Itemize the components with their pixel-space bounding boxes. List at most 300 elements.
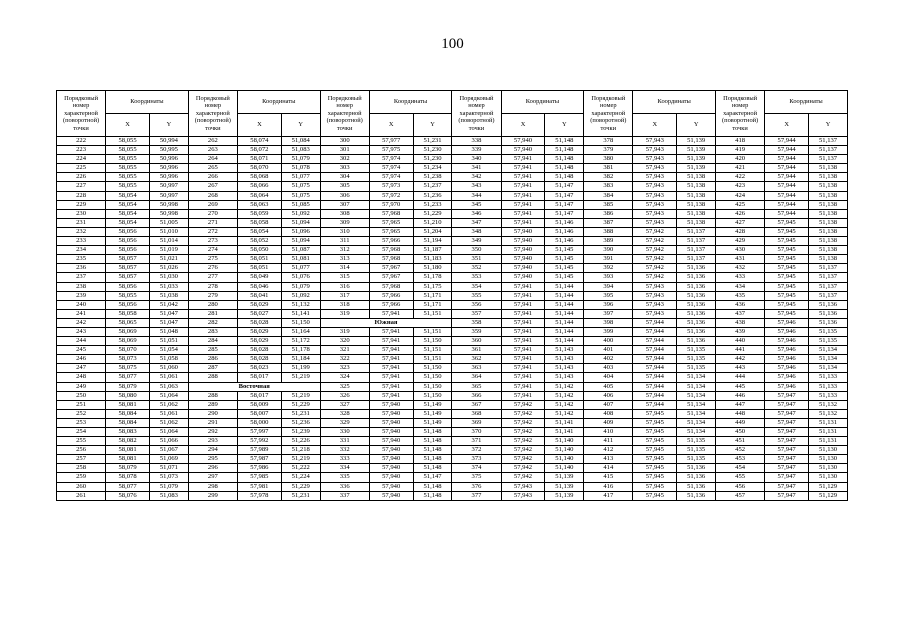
- x-coordinate-cell: 57,947: [765, 391, 809, 400]
- point-number-cell: 343: [452, 182, 501, 191]
- y-coordinate-cell: 51,138: [809, 164, 848, 173]
- table-row: [57, 164, 848, 173]
- x-coordinate-cell: 57,946: [765, 364, 809, 373]
- y-coordinate-cell: 51,148: [545, 173, 584, 182]
- point-number-cell: 318: [320, 300, 369, 309]
- x-coordinate-cell: 57,945: [633, 473, 677, 482]
- y-coordinate-cell: 51,137: [677, 255, 716, 264]
- y-coordinate-cell: 51,142: [545, 400, 584, 409]
- y-coordinate-cell: 51,134: [677, 373, 716, 382]
- x-coordinate-cell: 58,051: [237, 264, 281, 273]
- x-coordinate-cell: 57,940: [501, 146, 545, 155]
- y-coordinate-cell: 51,136: [677, 327, 716, 336]
- x-coordinate-cell: 57,940: [501, 137, 545, 146]
- y-coordinate-cell: 51,135: [677, 364, 716, 373]
- y-coordinate-cell: 51,230: [413, 155, 452, 164]
- y-coordinate-cell: 51,136: [677, 464, 716, 473]
- y-coordinate-cell: 51,210: [413, 218, 452, 227]
- y-coordinate-cell: 51,229: [281, 400, 320, 409]
- y-coordinate-cell: 51,144: [545, 282, 584, 291]
- x-coordinate-cell: 57,940: [369, 400, 413, 409]
- y-coordinate-cell: 51,133: [809, 382, 848, 391]
- header-point-number: Порядковый номер характерной (поворотной) точки: [57, 91, 106, 137]
- x-coordinate-cell: 57,966: [369, 291, 413, 300]
- point-number-cell: 311: [320, 237, 369, 246]
- y-coordinate-cell: 51,143: [545, 355, 584, 364]
- point-number-cell: 346: [452, 209, 501, 218]
- y-coordinate-cell: 51,083: [150, 491, 189, 500]
- y-coordinate-cell: 51,219: [281, 373, 320, 382]
- point-number-cell: 388: [584, 227, 633, 236]
- point-number-cell: 391: [584, 255, 633, 264]
- table-row: [57, 237, 848, 246]
- point-number-cell: 222: [57, 137, 106, 146]
- y-coordinate-cell: 51,064: [150, 391, 189, 400]
- point-number-cell: 229: [57, 200, 106, 209]
- y-coordinate-cell: 51,147: [545, 182, 584, 191]
- x-coordinate-cell: 57,944: [633, 337, 677, 346]
- x-coordinate-cell: 57,944: [765, 191, 809, 200]
- point-number-cell: 341: [452, 164, 501, 173]
- table-row: [57, 428, 848, 437]
- y-coordinate-cell: 51,138: [809, 227, 848, 236]
- x-coordinate-cell: 57,944: [633, 318, 677, 327]
- x-coordinate-cell: 58,056: [106, 246, 150, 255]
- point-number-cell: 394: [584, 282, 633, 291]
- x-coordinate-cell: 57,972: [369, 191, 413, 200]
- x-coordinate-cell: 58,028: [237, 318, 281, 327]
- y-coordinate-cell: 51,058: [150, 355, 189, 364]
- x-coordinate-cell: 57,940: [369, 446, 413, 455]
- point-number-cell: 383: [584, 182, 633, 191]
- x-coordinate-cell: 57,942: [633, 255, 677, 264]
- point-number-cell: 258: [57, 464, 106, 473]
- x-coordinate-cell: 57,947: [765, 446, 809, 455]
- header-y: Y: [545, 114, 584, 137]
- y-coordinate-cell: 51,136: [677, 264, 716, 273]
- x-coordinate-cell: 57,941: [501, 364, 545, 373]
- x-coordinate-cell: 57,941: [501, 173, 545, 182]
- x-coordinate-cell: 57,944: [765, 200, 809, 209]
- point-number-cell: 242: [57, 318, 106, 327]
- header-y: Y: [413, 114, 452, 137]
- x-coordinate-cell: 57,946: [765, 337, 809, 346]
- point-number-cell: 319: [320, 327, 369, 336]
- y-coordinate-cell: 51,183: [413, 255, 452, 264]
- point-number-cell: 303: [320, 164, 369, 173]
- point-number-cell: 235: [57, 255, 106, 264]
- x-coordinate-cell: 58,055: [106, 164, 150, 173]
- x-coordinate-cell: 57,946: [765, 355, 809, 364]
- x-coordinate-cell: 58,056: [106, 282, 150, 291]
- point-number-cell: 417: [584, 491, 633, 500]
- point-number-cell: 452: [716, 446, 765, 455]
- point-number-cell: 411: [584, 437, 633, 446]
- y-coordinate-cell: 51,137: [809, 146, 848, 155]
- y-coordinate-cell: 51,140: [545, 464, 584, 473]
- y-coordinate-cell: 51,138: [677, 191, 716, 200]
- point-number-cell: 360: [452, 337, 501, 346]
- y-coordinate-cell: 51,133: [809, 373, 848, 382]
- y-coordinate-cell: 51,142: [545, 409, 584, 418]
- y-coordinate-cell: 51,147: [545, 191, 584, 200]
- x-coordinate-cell: 58,056: [106, 237, 150, 246]
- point-number-cell: 395: [584, 291, 633, 300]
- point-number-cell: 331: [320, 437, 369, 446]
- y-coordinate-cell: 51,131: [809, 428, 848, 437]
- x-coordinate-cell: 57,941: [369, 373, 413, 382]
- point-number-cell: 353: [452, 273, 501, 282]
- y-coordinate-cell: 51,038: [150, 291, 189, 300]
- y-coordinate-cell: 51,139: [545, 491, 584, 500]
- x-coordinate-cell: 58,054: [237, 227, 281, 236]
- x-coordinate-cell: 57,945: [765, 246, 809, 255]
- x-coordinate-cell: 58,055: [106, 155, 150, 164]
- y-coordinate-cell: 51,139: [677, 137, 716, 146]
- x-coordinate-cell: 57,941: [501, 318, 545, 327]
- x-coordinate-cell: 58,054: [106, 191, 150, 200]
- x-coordinate-cell: 57,943: [633, 309, 677, 318]
- header-x: X: [501, 114, 545, 137]
- point-number-cell: 299: [188, 491, 237, 500]
- x-coordinate-cell: 58,079: [106, 382, 150, 391]
- x-coordinate-cell: 58,055: [106, 146, 150, 155]
- point-number-cell: 325: [320, 382, 369, 391]
- y-coordinate-cell: 51,136: [677, 318, 716, 327]
- point-number-cell: 378: [584, 137, 633, 146]
- table-row: [57, 227, 848, 236]
- point-number-cell: 268: [188, 191, 237, 200]
- point-number-cell: 255: [57, 437, 106, 446]
- y-coordinate-cell: 51,148: [545, 164, 584, 173]
- x-coordinate-cell: 57,946: [765, 327, 809, 336]
- table-row: [57, 300, 848, 309]
- table-row: [57, 191, 848, 200]
- x-coordinate-cell: 58,066: [237, 182, 281, 191]
- x-coordinate-cell: 58,058: [106, 309, 150, 318]
- y-coordinate-cell: 51,180: [413, 264, 452, 273]
- x-coordinate-cell: 58,077: [106, 373, 150, 382]
- y-coordinate-cell: 51,138: [809, 246, 848, 255]
- y-coordinate-cell: 51,151: [413, 327, 452, 336]
- point-number-cell: 251: [57, 400, 106, 409]
- x-coordinate-cell: 57,941: [369, 364, 413, 373]
- point-number-cell: 240: [57, 300, 106, 309]
- y-coordinate-cell: 51,140: [545, 437, 584, 446]
- x-coordinate-cell: 58,055: [106, 182, 150, 191]
- point-number-cell: 449: [716, 418, 765, 427]
- x-coordinate-cell: 58,082: [106, 437, 150, 446]
- x-coordinate-cell: 57,944: [633, 355, 677, 364]
- y-coordinate-cell: 51,136: [677, 291, 716, 300]
- point-number-cell: 381: [584, 164, 633, 173]
- y-coordinate-cell: 51,146: [545, 227, 584, 236]
- x-coordinate-cell: 57,947: [765, 491, 809, 500]
- y-coordinate-cell: 51,130: [809, 464, 848, 473]
- y-coordinate-cell: 51,026: [150, 264, 189, 273]
- header-coordinates: Координаты: [765, 91, 848, 114]
- y-coordinate-cell: 51,062: [150, 418, 189, 427]
- table-row: [57, 218, 848, 227]
- y-coordinate-cell: 51,140: [545, 455, 584, 464]
- point-number-cell: 330: [320, 428, 369, 437]
- point-number-cell: 447: [716, 400, 765, 409]
- x-coordinate-cell: 58,064: [237, 191, 281, 200]
- x-coordinate-cell: 57,940: [501, 273, 545, 282]
- page-number: 100: [441, 36, 464, 52]
- x-coordinate-cell: 58,057: [106, 255, 150, 264]
- table-row: [57, 264, 848, 273]
- header-point-number: Порядковый номер характерной (поворотной) точки: [452, 91, 501, 137]
- y-coordinate-cell: 51,175: [413, 282, 452, 291]
- y-coordinate-cell: 51,054: [150, 346, 189, 355]
- y-coordinate-cell: 51,138: [809, 182, 848, 191]
- x-coordinate-cell: 57,941: [501, 218, 545, 227]
- point-number-cell: 436: [716, 300, 765, 309]
- y-coordinate-cell: 51,135: [809, 337, 848, 346]
- point-number-cell: 266: [188, 173, 237, 182]
- point-number-cell: 434: [716, 282, 765, 291]
- y-coordinate-cell: 51,132: [281, 300, 320, 309]
- y-coordinate-cell: 51,136: [677, 282, 716, 291]
- y-coordinate-cell: 51,148: [545, 146, 584, 155]
- point-number-cell: 367: [452, 400, 501, 409]
- y-coordinate-cell: 51,237: [413, 182, 452, 191]
- point-number-cell: 297: [188, 473, 237, 482]
- x-coordinate-cell: 57,944: [765, 146, 809, 155]
- x-coordinate-cell: 58,028: [237, 346, 281, 355]
- y-coordinate-cell: 50,998: [150, 209, 189, 218]
- y-coordinate-cell: 51,184: [281, 355, 320, 364]
- y-coordinate-cell: 51,230: [413, 146, 452, 155]
- x-coordinate-cell: 57,941: [501, 282, 545, 291]
- y-coordinate-cell: 51,144: [545, 300, 584, 309]
- y-coordinate-cell: 51,150: [413, 373, 452, 382]
- header-coordinates: Координаты: [237, 91, 320, 114]
- x-coordinate-cell: 57,945: [633, 428, 677, 437]
- y-coordinate-cell: 51,151: [413, 309, 452, 318]
- x-coordinate-cell: 57,942: [633, 227, 677, 236]
- x-coordinate-cell: 57,941: [501, 355, 545, 364]
- y-coordinate-cell: 51,075: [281, 191, 320, 200]
- x-coordinate-cell: 58,046: [237, 282, 281, 291]
- point-number-cell: 223: [57, 146, 106, 155]
- x-coordinate-cell: 58,056: [106, 227, 150, 236]
- point-number-cell: 313: [320, 255, 369, 264]
- y-coordinate-cell: 51,148: [413, 482, 452, 491]
- point-number-cell: 259: [57, 473, 106, 482]
- x-coordinate-cell: 58,084: [106, 409, 150, 418]
- x-coordinate-cell: 57,941: [501, 164, 545, 173]
- y-coordinate-cell: 51,084: [281, 137, 320, 146]
- point-number-cell: 249: [57, 382, 106, 391]
- y-coordinate-cell: 51,231: [281, 491, 320, 500]
- table-row: [57, 446, 848, 455]
- y-coordinate-cell: 51,077: [281, 173, 320, 182]
- point-number-cell: 423: [716, 182, 765, 191]
- x-coordinate-cell: 57,947: [765, 428, 809, 437]
- x-coordinate-cell: 57,940: [369, 491, 413, 500]
- x-coordinate-cell: 57,942: [501, 455, 545, 464]
- y-coordinate-cell: 51,171: [413, 300, 452, 309]
- x-coordinate-cell: 57,941: [501, 155, 545, 164]
- y-coordinate-cell: 51,172: [281, 337, 320, 346]
- point-number-cell: 250: [57, 391, 106, 400]
- table-row: [57, 246, 848, 255]
- table-row: [57, 382, 848, 391]
- point-number-cell: 338: [452, 137, 501, 146]
- y-coordinate-cell: 51,138: [809, 218, 848, 227]
- y-coordinate-cell: 51,030: [150, 273, 189, 282]
- x-coordinate-cell: 57,974: [369, 173, 413, 182]
- x-coordinate-cell: 57,974: [369, 164, 413, 173]
- point-number-cell: 440: [716, 337, 765, 346]
- x-coordinate-cell: 57,944: [633, 346, 677, 355]
- y-coordinate-cell: 51,238: [413, 173, 452, 182]
- point-number-cell: 420: [716, 155, 765, 164]
- y-coordinate-cell: 51,136: [809, 309, 848, 318]
- x-coordinate-cell: 58,058: [237, 218, 281, 227]
- point-number-cell: 334: [320, 464, 369, 473]
- table-row: [57, 327, 848, 336]
- y-coordinate-cell: 51,083: [281, 146, 320, 155]
- x-coordinate-cell: 57,942: [501, 400, 545, 409]
- y-coordinate-cell: 51,144: [545, 327, 584, 336]
- y-coordinate-cell: 51,139: [677, 155, 716, 164]
- x-coordinate-cell: 57,966: [369, 237, 413, 246]
- x-coordinate-cell: 57,942: [633, 273, 677, 282]
- point-number-cell: 295: [188, 455, 237, 464]
- x-coordinate-cell: 58,069: [106, 327, 150, 336]
- point-number-cell: 307: [320, 200, 369, 209]
- y-coordinate-cell: 51,136: [809, 318, 848, 327]
- x-coordinate-cell: 57,941: [501, 327, 545, 336]
- y-coordinate-cell: 51,133: [809, 391, 848, 400]
- y-coordinate-cell: 51,149: [413, 409, 452, 418]
- y-coordinate-cell: 51,042: [150, 300, 189, 309]
- y-coordinate-cell: 51,047: [150, 309, 189, 318]
- x-coordinate-cell: 57,943: [633, 155, 677, 164]
- y-coordinate-cell: 51,138: [809, 173, 848, 182]
- x-coordinate-cell: 57,966: [369, 300, 413, 309]
- x-coordinate-cell: 57,947: [765, 400, 809, 409]
- point-number-cell: 252: [57, 409, 106, 418]
- point-number-cell: 322: [320, 355, 369, 364]
- point-number-cell: 374: [452, 464, 501, 473]
- x-coordinate-cell: 57,941: [501, 309, 545, 318]
- x-coordinate-cell: 57,943: [501, 491, 545, 500]
- point-number-cell: 319: [320, 309, 369, 318]
- y-coordinate-cell: 51,138: [809, 255, 848, 264]
- x-coordinate-cell: 57,942: [633, 237, 677, 246]
- point-number-cell: 246: [57, 355, 106, 364]
- point-number-cell: 289: [188, 400, 237, 409]
- point-number-cell: 312: [320, 246, 369, 255]
- point-number-cell: 247: [57, 364, 106, 373]
- x-coordinate-cell: 57,940: [369, 455, 413, 464]
- x-coordinate-cell: 57,945: [633, 455, 677, 464]
- point-number-cell: 285: [188, 346, 237, 355]
- point-number-cell: 442: [716, 355, 765, 364]
- y-coordinate-cell: 51,231: [413, 137, 452, 146]
- point-number-cell: 277: [188, 273, 237, 282]
- x-coordinate-cell: 58,072: [237, 146, 281, 155]
- point-number-cell: 310: [320, 227, 369, 236]
- point-number-cell: 231: [57, 218, 106, 227]
- point-number-cell: 328: [320, 409, 369, 418]
- x-coordinate-cell: 58,029: [237, 337, 281, 346]
- x-coordinate-cell: 58,052: [237, 237, 281, 246]
- y-coordinate-cell: 51,129: [809, 491, 848, 500]
- y-coordinate-cell: 51,136: [677, 337, 716, 346]
- point-number-cell: 432: [716, 264, 765, 273]
- x-coordinate-cell: 57,941: [501, 300, 545, 309]
- y-coordinate-cell: 51,075: [281, 182, 320, 191]
- point-number-cell: 380: [584, 155, 633, 164]
- point-number-cell: 415: [584, 473, 633, 482]
- y-coordinate-cell: 51,139: [677, 146, 716, 155]
- y-coordinate-cell: 50,996: [150, 155, 189, 164]
- x-coordinate-cell: 57,968: [369, 282, 413, 291]
- y-coordinate-cell: 51,143: [545, 346, 584, 355]
- point-number-cell: 422: [716, 173, 765, 182]
- point-number-cell: 403: [584, 364, 633, 373]
- x-coordinate-cell: 58,073: [106, 355, 150, 364]
- point-number-cell: 284: [188, 337, 237, 346]
- x-coordinate-cell: 57,943: [633, 191, 677, 200]
- point-number-cell: 453: [716, 455, 765, 464]
- y-coordinate-cell: 51,134: [677, 418, 716, 427]
- y-coordinate-cell: 51,134: [677, 409, 716, 418]
- point-number-cell: 450: [716, 428, 765, 437]
- point-number-cell: 279: [188, 291, 237, 300]
- point-number-cell: 275: [188, 255, 237, 264]
- point-number-cell: 296: [188, 464, 237, 473]
- point-number-cell: 390: [584, 246, 633, 255]
- x-coordinate-cell: 57,940: [501, 237, 545, 246]
- y-coordinate-cell: 51,051: [150, 337, 189, 346]
- point-number-cell: 301: [320, 146, 369, 155]
- point-number-cell: 257: [57, 455, 106, 464]
- table-row: [57, 346, 848, 355]
- x-coordinate-cell: 57,941: [369, 337, 413, 346]
- y-coordinate-cell: 51,138: [809, 237, 848, 246]
- point-number-cell: 364: [452, 373, 501, 382]
- point-number-cell: 350: [452, 246, 501, 255]
- y-coordinate-cell: 51,236: [281, 418, 320, 427]
- x-coordinate-cell: 57,945: [765, 255, 809, 264]
- y-coordinate-cell: 51,078: [281, 164, 320, 173]
- y-coordinate-cell: 51,138: [809, 191, 848, 200]
- point-number-cell: 373: [452, 455, 501, 464]
- x-coordinate-cell: 58,054: [106, 209, 150, 218]
- point-number-cell: 294: [188, 446, 237, 455]
- x-coordinate-cell: 57,940: [369, 464, 413, 473]
- point-number-cell: 283: [188, 327, 237, 336]
- y-coordinate-cell: 51,137: [809, 155, 848, 164]
- section-heading: Восточная: [188, 382, 320, 391]
- table-row: [57, 337, 848, 346]
- x-coordinate-cell: 58,059: [237, 209, 281, 218]
- section-heading: Южная: [320, 318, 452, 327]
- x-coordinate-cell: 58,057: [106, 273, 150, 282]
- y-coordinate-cell: 51,137: [677, 246, 716, 255]
- y-coordinate-cell: 51,218: [281, 446, 320, 455]
- y-coordinate-cell: 50,998: [150, 200, 189, 209]
- point-number-cell: 292: [188, 428, 237, 437]
- point-number-cell: 291: [188, 418, 237, 427]
- x-coordinate-cell: 58,055: [106, 291, 150, 300]
